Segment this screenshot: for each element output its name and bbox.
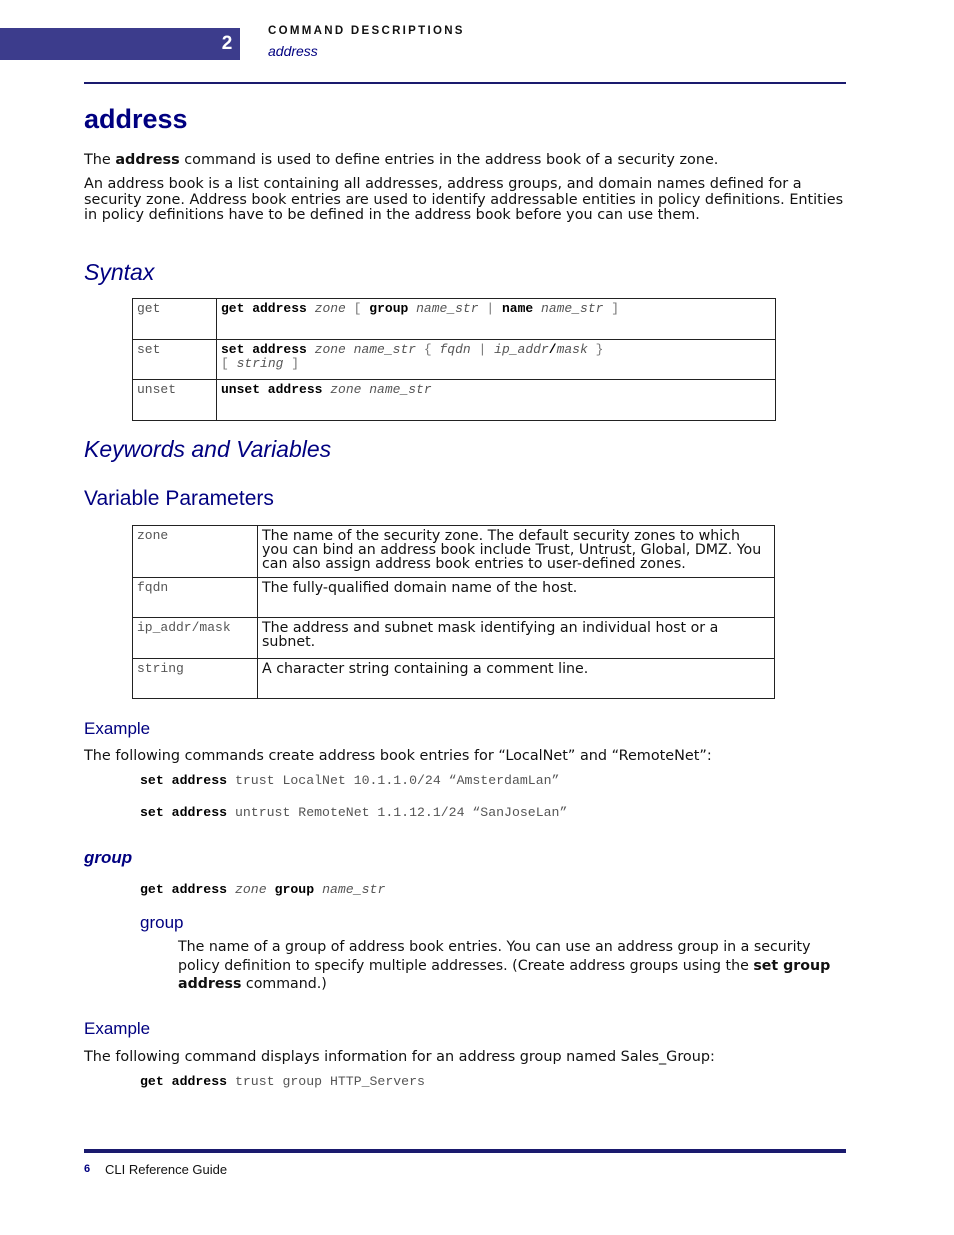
intro-paragraph-1 — [84, 153, 844, 169]
table-row — [133, 526, 775, 578]
param-name: zone — [133, 526, 258, 578]
syntax-action: get — [133, 299, 217, 340]
example-command-2: set address untrust RemoteNet 1.1.12.1/24 “SanJoseLan” — [140, 805, 568, 820]
variable-parameters-table — [132, 525, 775, 699]
param-name: string — [133, 659, 258, 699]
intro-p1-command: address — [115, 152, 180, 168]
group-heading: group — [84, 848, 133, 867]
chapter-tab — [0, 28, 240, 60]
page-number: 6 — [84, 1163, 91, 1175]
table-row — [133, 618, 775, 659]
param-description: The name of the security zone. The default security zones to which you can bind an address book include Trust, Untrust, Global, DMZ. You can also assign address book entries to user-defined zones. — [258, 526, 775, 578]
param-description: A character string containing a comment line. — [258, 659, 775, 699]
group-example-heading: Example — [84, 1019, 151, 1038]
syntax-command: get address zone [ group name_str | name name_str ] — [217, 299, 776, 340]
group-description-end: command.) — [241, 976, 327, 992]
table-row — [133, 659, 775, 699]
syntax-table — [132, 298, 776, 421]
section-title: COMMAND DESCRIPTIONS — [268, 25, 465, 37]
footer-rule — [84, 1149, 846, 1153]
page-title: address — [84, 104, 188, 134]
example-heading: Example — [84, 719, 151, 738]
syntax-action: set — [133, 340, 217, 380]
intro-p1-prefix: The — [84, 152, 116, 168]
syntax-row-set — [133, 340, 776, 380]
intro-paragraph-2: An address book is a list containing all addresses, address groups, and domain names defined for a security zone. Address book entries are used to identify addressable entities in policy definitions. Entities in policy definitions have to be defined in the address book before you can use them. — [84, 176, 844, 223]
group-example-command: get address trust group HTTP_Servers — [140, 1074, 425, 1089]
param-name: fqdn — [133, 578, 258, 618]
example-command-2-args: untrust RemoteNet 1.1.12.1/24 “SanJoseLan” — [234, 805, 568, 820]
group-description-text: The name of a group of address book entries. You can use an address group in a security policy definition to specify multiple addresses. (Create address groups using the — [178, 939, 811, 974]
group-description — [178, 938, 838, 994]
example-command-1-args: trust LocalNet 10.1.1.0/24 “AmsterdamLan” — [234, 773, 560, 788]
group-example-text: The following command displays information for an address group named Sales_Group: — [84, 1049, 715, 1065]
group-description-command: set group address — [178, 957, 831, 992]
syntax-command: unset address zone name_str — [217, 380, 776, 421]
syntax-command: set address zone name_str { fqdn | ip_addr/mask } [ string ] — [217, 340, 776, 380]
section-subtitle: address — [268, 43, 318, 59]
guide-title: CLI Reference Guide — [105, 1162, 228, 1177]
group-subheading: group — [140, 913, 184, 932]
variable-parameters-heading: Variable Parameters — [84, 487, 274, 510]
example-command-1: set address trust LocalNet 10.1.1.0/24 “AmsterdamLan” — [140, 773, 560, 788]
header-rule — [84, 82, 846, 84]
syntax-action: unset — [133, 380, 217, 421]
example-text: The following commands create address book entries for “LocalNet” and “RemoteNet”: — [84, 748, 712, 764]
syntax-heading: Syntax — [84, 259, 155, 285]
keywords-heading: Keywords and Variables — [84, 436, 332, 462]
group-syntax-command: get address zone group name_str — [140, 882, 386, 897]
param-description: The fully-qualified domain name of the host. — [258, 578, 775, 618]
group-example-command-args: trust group HTTP_Servers — [234, 1074, 425, 1089]
intro-p1-suffix: command is used to define entries in the address book of a security zone. — [179, 152, 719, 168]
syntax-row-get — [133, 299, 776, 340]
table-row — [133, 578, 775, 618]
param-name: ip_addr/mask — [133, 618, 258, 659]
syntax-row-unset — [133, 380, 776, 421]
chapter-number: 2 — [221, 33, 233, 54]
param-description: The address and subnet mask identifying an individual host or a subnet. — [258, 618, 775, 659]
